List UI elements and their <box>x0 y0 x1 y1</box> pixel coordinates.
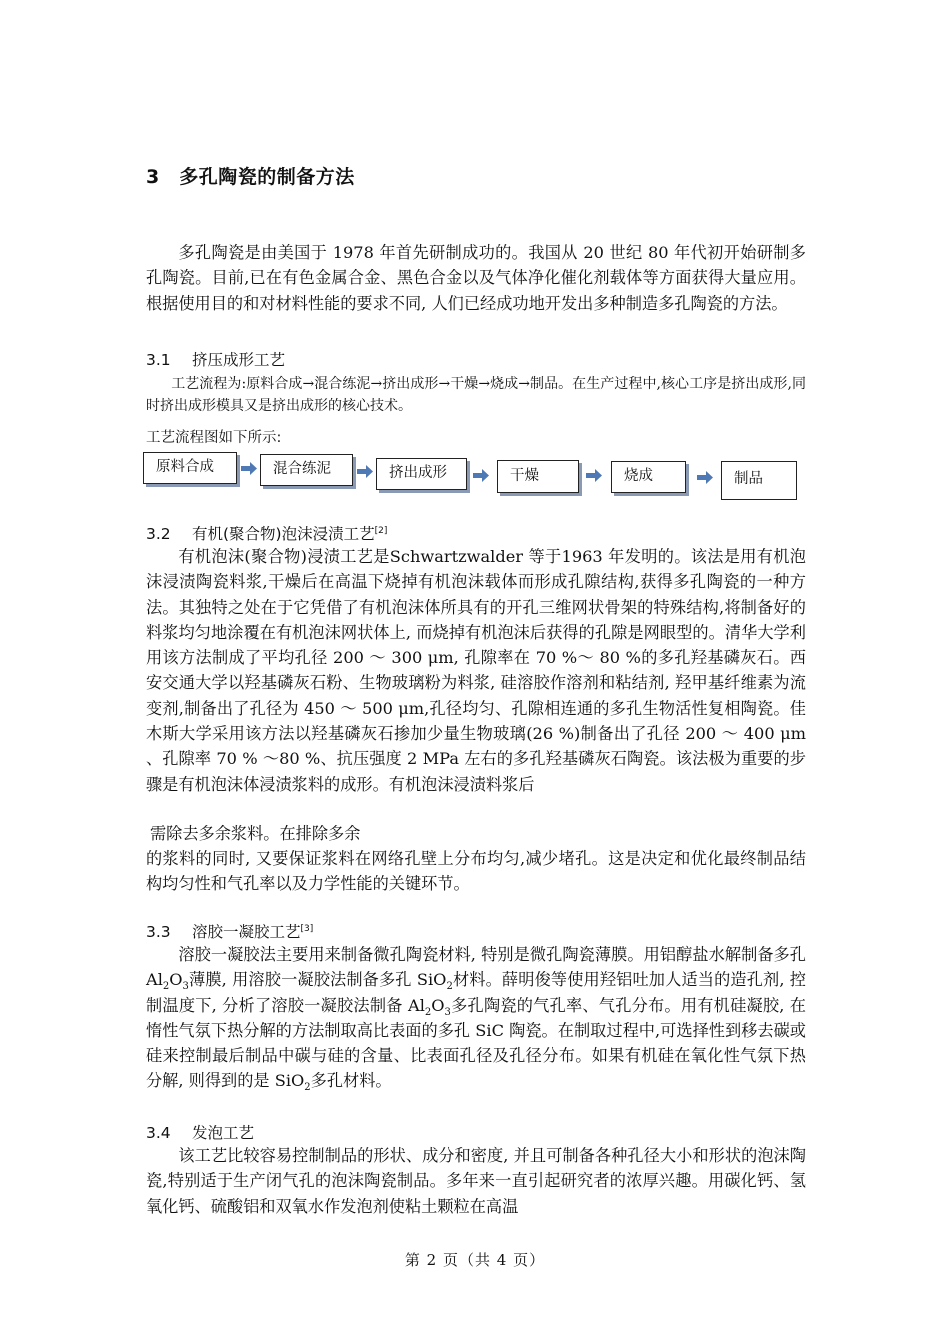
subsection-title: 溶胶一凝胶工艺 <box>192 923 301 941</box>
reference-mark: [2] <box>374 525 388 536</box>
sol-gel-paragraph <box>146 942 806 1094</box>
page-footer: 第 2 页（共 4 页） <box>404 1251 546 1269</box>
subsection-heading-3-2 <box>146 522 387 544</box>
subscript: 2 <box>446 981 453 993</box>
arrow-right-icon <box>473 469 489 482</box>
arrow-right-icon <box>697 471 713 484</box>
subsection-title: 挤压成形工艺 <box>192 351 286 369</box>
subsection-number: 3.3 <box>146 923 171 941</box>
subsection-heading-3-3 <box>146 920 313 942</box>
text-run: 薄膜, 用溶胶一凝胶法制备多孔 SiO <box>188 970 447 990</box>
intro-paragraph: 多孔陶瓷是由美国于 1978 年首先研制成功的。我国从 20 世纪 80 年代初开始研制多孔陶瓷。目前,已在有色金属合金、黑色合金以及气体净化催化剂载体等方面获得大量应用。根据使用目的和对材料性能的要求不同, 人们已经成功地开发出多种制造多孔陶瓷的方法。 <box>146 243 806 313</box>
subscript: 3 <box>182 981 189 993</box>
subscript: 2 <box>424 1006 432 1018</box>
arrow-right-icon <box>586 469 602 482</box>
text-run: O <box>169 970 183 990</box>
foam-paragraph-fragment: 需除去多余浆料。在排除多余 <box>150 824 361 843</box>
flow-step: 烧成 <box>611 461 686 493</box>
text-run: 多孔陶瓷的气孔率、气孔分布。用有机硅凝胶, 在惰性气氛下热分解的方法制取高比表面的多孔 SiC 陶瓷。在制取过程中,可选择性到移去碳或硅来控制最后制品中碳与硅的含量、比表面孔径及孔径分布。如果有机硅在氧化性气氛下热分解, 则得到的是 SiO <box>146 995 806 1091</box>
subsection-number: 3.1 <box>146 351 171 369</box>
foaming-paragraph: 该工艺比较容易控制制品的形状、成分和密度, 并且可制备各种孔径大小和形状的泡沫陶瓷,特别适于生产闭气孔的泡沫陶瓷制品。多年来一直引起研究者的浓厚兴趣。用碳化钙、氢氧化钙、硫酸铝和双氧水作发泡剂使粘土颗粒在高温 <box>146 1146 806 1216</box>
arrow-right-icon <box>357 465 373 478</box>
subsection-title: 有机(聚合物)泡沫浸渍工艺 <box>192 525 375 543</box>
subsection-title: 发泡工艺 <box>192 1124 255 1142</box>
subscript: 2 <box>162 981 170 993</box>
foam-paragraph-continued: 的浆料的同时, 又要保证浆料在网络孔壁上分布均匀,减少堵孔。这是决定和优化最终制品结构均匀性和气孔率以及力学性能的关键环节。 <box>146 849 806 894</box>
subsection-heading-3-4 <box>146 1121 254 1143</box>
subsection-number: 3.2 <box>146 525 171 543</box>
arrow-right-icon <box>241 462 257 475</box>
flow-step: 原料合成 <box>143 452 237 484</box>
foam-paragraph: 有机泡沫(聚合物)浸渍工艺是Schwartzwalder 等于1963 年发明的。该法是用有机泡沫浸渍陶瓷料浆,干燥后在高温下烧掉有机泡沫载体而形成孔隙结构,获得多孔陶瓷的一种方法。其独特之处在于它凭借了有机泡沫体所具有的开孔三维网状骨架的特殊结构,将制备好的料浆均匀地涂覆在有机泡沫网状体上, 而烧掉有机泡沫后获得的孔隙是网眼型的。清华大学利用该方法制成了平均孔径 200 ～ 300 μm, 孔隙率在 70 %～ 80 %的多孔羟基磷灰石。西安交通大学以羟基磷灰石粉、生物玻璃粉为料浆, 硅溶胶作溶剂和粘结剂, 羟甲基纤维素为流变剂,制备出了孔径为 450 ～ 500 μm,孔径均匀、孔隙相连通的多孔生物活性复相陶瓷。佳木斯大学采用该方法以羟基磷灰石掺加少量生物玻璃(26 %)制备出了孔径 200 ～ 400 μm 、孔隙率 70 % ～80 %、抗压强度 2 MPa 左右的多孔羟基磷灰石陶瓷。该法极为重要的步骤是有机泡沫体浸渍浆料的成形。有机泡沫浸渍料浆后 <box>146 547 806 794</box>
text-run: 溶胶一凝胶法主要用来制备微孔陶瓷材料, 特别是微孔陶瓷薄膜。用铝醇盐水解制备多孔 Al <box>146 945 806 990</box>
flow-step: 混合练泥 <box>260 454 353 486</box>
flow-caption: 工艺流程图如下所示: <box>146 430 282 446</box>
subscript: 2 <box>304 1082 311 1094</box>
text-run: O <box>431 995 445 1015</box>
text-run: 材料。薛明俊等使用羟铝吐加人适当的造孔剂, 控制温度下, 分析了溶胶一凝胶法制备 Al <box>146 970 806 1015</box>
flow-step: 制品 <box>721 461 797 500</box>
flow-step: 干燥 <box>497 460 579 493</box>
subsection-number: 3.4 <box>146 1124 171 1142</box>
subscript: 3 <box>444 1006 451 1018</box>
subsection-heading-3-1 <box>146 348 285 370</box>
extrusion-paragraph: 工艺流程为:原料合成→混合练泥→挤出成形→干燥→烧成→制品。在生产过程中,核心工序是挤出成形,同时挤出成形模具又是挤出成形的核心技术。 <box>146 376 806 414</box>
section-heading: 3 多孔陶瓷的制备方法 <box>146 166 355 188</box>
reference-mark: [3] <box>300 923 314 934</box>
flow-step: 挤出成形 <box>376 458 467 490</box>
text-run: 多孔材料。 <box>310 1071 392 1091</box>
